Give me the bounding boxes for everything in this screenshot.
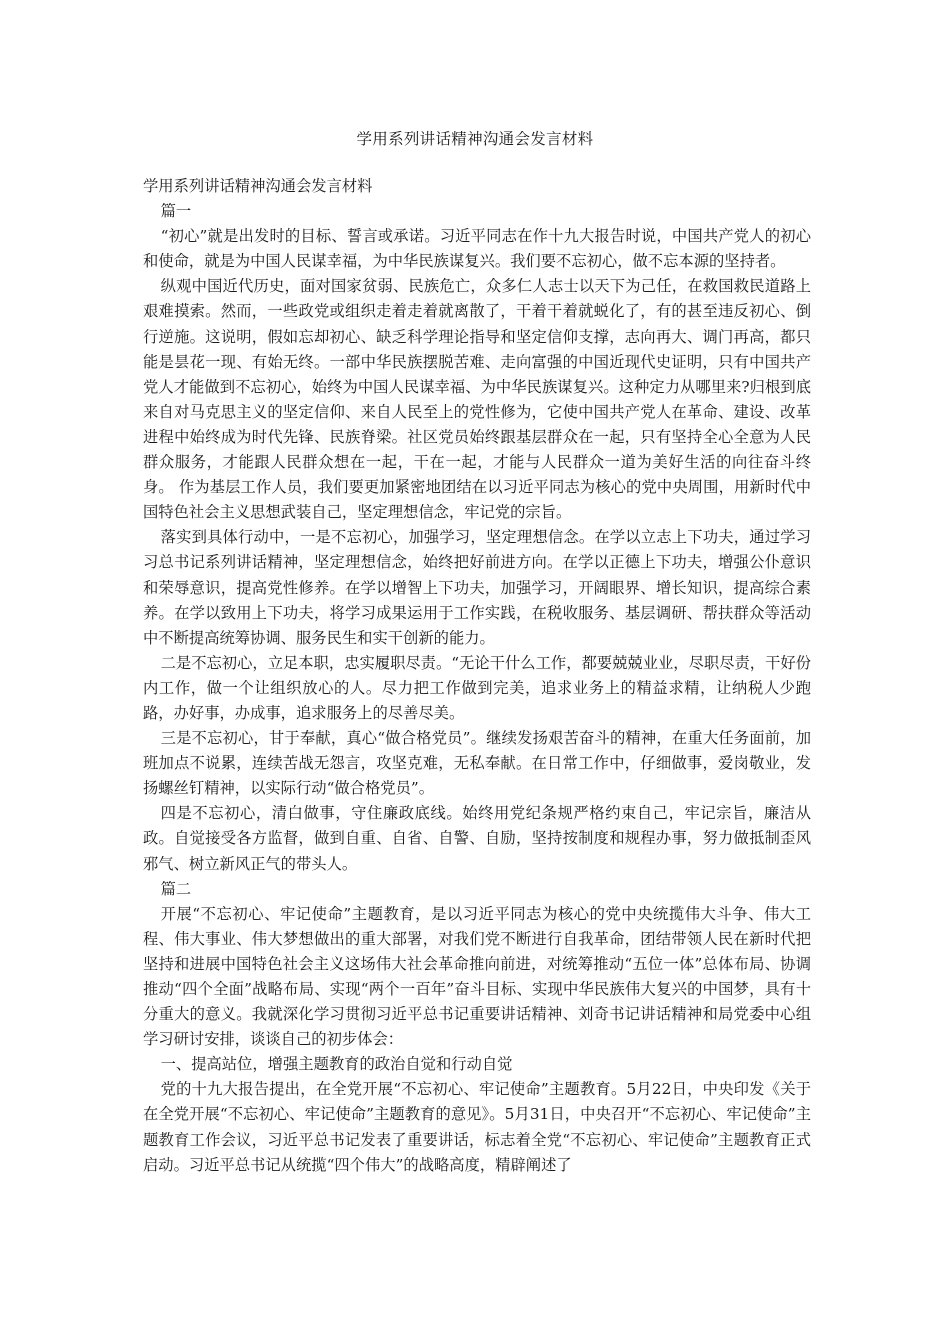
document-subtitle: 学用系列讲话精神沟通会发言材料: [143, 177, 373, 195]
paragraph: 二是不忘初心，立足本职，忠实履职尽责。“无论干什么工作，都要兢兢业业，尽职尽责，干好份内工作，做一个让组织放心的人。尽力把工作做到完美，追求业务上的精益求精，让纳税人少跑路，办好事，办成事，追求服务上的尽善尽美。: [143, 653, 811, 722]
paragraph: 纵观中国近代历史，面对国家贫弱、民族危亡，众多仁人志士以天下为己任，在救国救民道路上艰难摸索。然而，一些政党或组织走着走着就离散了，干着干着就蜕化了，有的甚至违反初心、倒行逆施。这说明，假如忘却初心、缺乏科学理论指导和坚定信仰支撑，志向再大、调门再高，都只能是昙花一现、有始无终。一部中华民族摆脱苦难、走向富强的中国近现代史证明，只有中国共产党人才能做到不忘初心，始终为中国人民谋幸福、为中华民族谋复兴。这种定力从哪里来?归根到底来自对马克思主义的坚定信仰、来自人民至上的党性修为，它使中国共产党人在革命、建设、改革进程中始终成为时代先锋、民族脊梁。社区党员始终跟基层群众在一起，只有坚持全心全意为人民群众服务，才能跟人民群众想在一起，干在一起，才能与人民群众一道为美好生活的向往奋斗终身。 作为基层工作人员，我们要更加紧密地团结在以习近平同志为核心的党中央周围，用新时代中国特色社会主义思想武装自己，坚定理想信念，牢记党的宗旨。: [143, 277, 811, 522]
paragraph: 开展“不忘初心、牢记使命”主题教育，是以习近平同志为核心的党中央统揽伟大斗争、伟大工程、伟大事业、伟大梦想做出的重大部署，对我们党不断进行自我革命，团结带领人民在新时代把坚持和进展中国特色社会主义这场伟大社会革命推向前进，对统筹推动“五位一体”总体布局、协调推动“四个全面”战略布局、实现“两个一百年”奋斗目标、实现中华民族伟大复兴的中国梦，具有十分重大的意义。我就深化学习贯彻习近平总书记重要讲话精神、刘奇书记讲话精神和局党委中心组学习研讨安排，谈谈自己的初步体会：: [143, 904, 811, 1049]
paragraph: 落实到具体行动中，一是不忘初心，加强学习，坚定理想信念。在学以立志上下功夫，通过学习习总书记系列讲话精神，坚定理想信念，始终把好前进方向。在学以正德上下功夫，增强公仆意识和荣辱意识，提高党性修养。在学以增智上下功夫，加强学习，开阔眼界、增长知识，提高综合素养。在学以致用上下功夫，将学习成果运用于工作实践，在税收服务、基层调研、帮扶群众等活动中不断提高统筹协调、服务民生和实干创新的能力。: [143, 528, 811, 647]
paragraph: 三是不忘初心，甘于奉献，真心“做合格党员”。继续发扬艰苦奋斗的精神，在重大任务面前，加班加点不说累，连续苦战无怨言，攻坚克难，无私奉献。在日常工作中，仔细做事，爱岗敬业，发扬螺丝钉精神，以实际行动“做合格党员”。: [143, 729, 811, 798]
paragraph: 篇一: [160, 202, 192, 221]
paragraph: 党的十九大报告提出，在全党开展“不忘初心、牢记使命”主题教育。5月22日，中央印发《关于在全党开展“不忘初心、牢记使命”主题教育的意见》。5月31日，中央召开“不忘初心、牢记使命”主题教育工作会议，习近平总书记发表了重要讲话，标志着全党“不忘初心、牢记使命”主题教育正式启动。习近平总书记从统揽“四个伟大”的战略高度，精辟阐述了: [143, 1080, 811, 1174]
paragraph: “初心”就是出发时的目标、誓言或承诺。习近平同志在作十九大报告时说，中国共产党人的初心和使命，就是为中国人民谋幸福，为中华民族谋复兴。我们要不忘初心，做不忘本源的坚持者。: [143, 227, 811, 271]
paragraph: 四是不忘初心，清白做事，守住廉政底线。始终用党纪条规严格约束自己，牢记宗旨，廉洁从政。自觉接受各方监督，做到自重、自省、自警、自励，坚持按制度和规程办事，努力做抵制歪风邪气、树立新风正气的带头人。: [143, 804, 811, 873]
page-title: 学用系列讲话精神沟通会发言材料: [356, 130, 594, 148]
paragraph: 篇二: [160, 879, 192, 898]
paragraph: 一、提高站位，增强主题教育的政治自觉和行动自觉: [160, 1055, 513, 1074]
document-body: [143, 174, 811, 1178]
